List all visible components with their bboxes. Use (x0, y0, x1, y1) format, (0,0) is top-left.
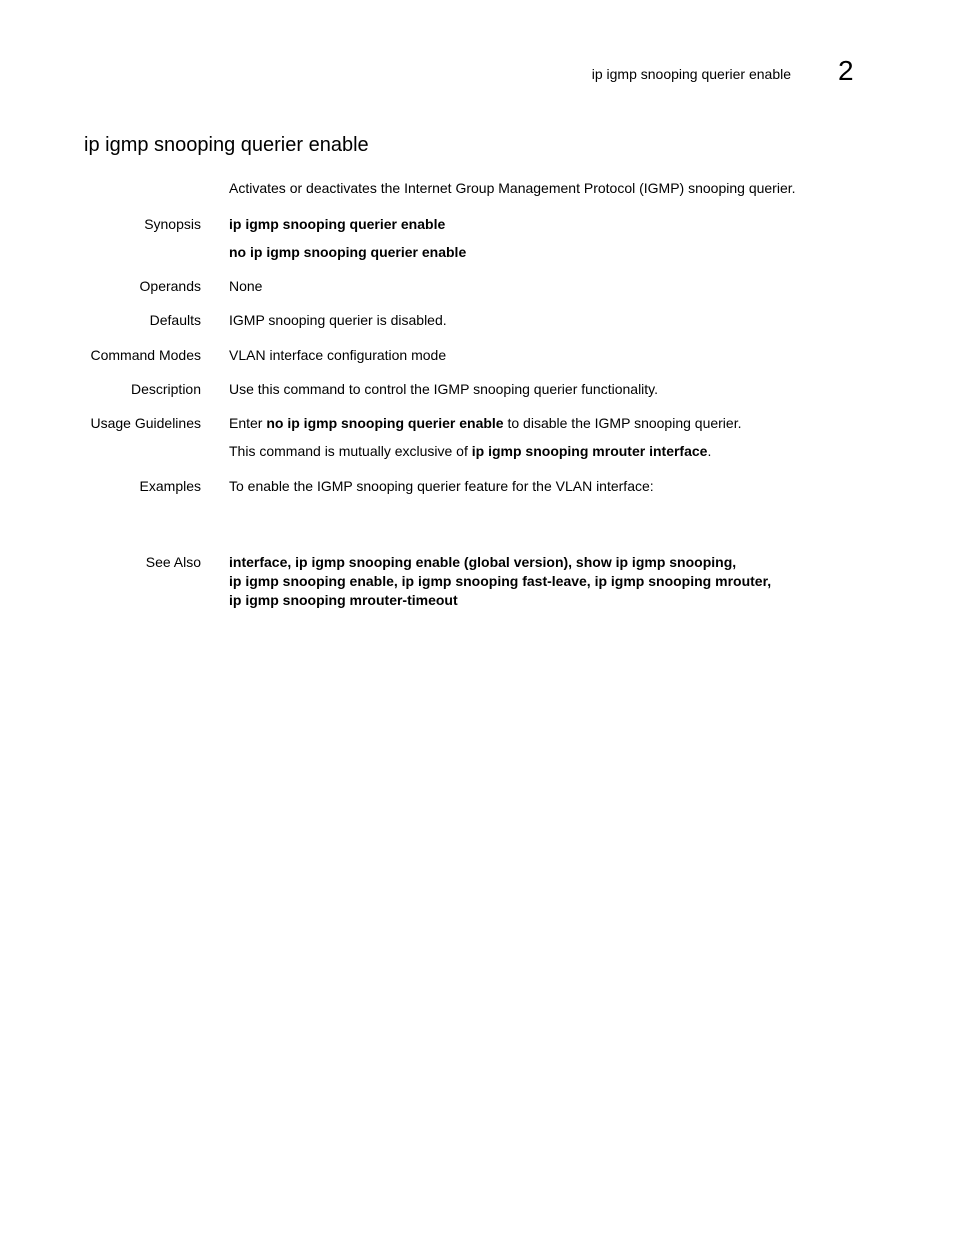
defaults-label: Defaults (149, 312, 201, 328)
running-title: ip igmp snooping querier enable (591, 66, 791, 82)
usage-line-1-post: to disable the IGMP snooping querier. (503, 415, 742, 431)
operands-text: None (229, 278, 263, 294)
see-also-line-1: interface, ip igmp snooping enable (global version), show ip igmp snooping, (229, 554, 737, 570)
usage-line-1-command: no ip igmp snooping querier enable (266, 415, 504, 431)
see-also-line-2: ip igmp snooping enable, ip igmp snooping fast-leave, ip igmp snooping mrouter, (229, 573, 772, 589)
usage-line-1-pre: Enter (229, 415, 267, 431)
usage-line-2-pre: This command is mutually exclusive of (229, 443, 472, 459)
section-intro: Activates or deactivates the Internet Group Management Protocol (IGMP) snooping querier. (229, 180, 796, 196)
command-modes-text: VLAN interface configuration mode (229, 347, 447, 363)
defaults-text: IGMP snooping querier is disabled. (229, 312, 447, 328)
synopsis-line-1: ip igmp snooping querier enable (229, 216, 446, 232)
see-also-list (229, 553, 771, 610)
usage-line-2-post: . (707, 443, 712, 459)
synopsis-line-2: no ip igmp snooping querier enable (229, 244, 467, 260)
usage-guidelines-line-1 (229, 415, 741, 431)
usage-guidelines-line-2 (229, 443, 711, 459)
synopsis-label: Synopsis (144, 216, 201, 232)
usage-line-2-command: ip igmp snooping mrouter interface (471, 443, 708, 459)
examples-label: Examples (139, 478, 201, 494)
operands-label: Operands (139, 278, 201, 294)
command-modes-label: Command Modes (90, 347, 201, 363)
chapter-number: 2 (838, 55, 854, 86)
see-also-label: See Also (145, 554, 201, 570)
section-title: ip igmp snooping querier enable (84, 134, 369, 156)
examples-text: To enable the IGMP snooping querier feature for the VLAN interface: (229, 478, 654, 494)
description-text: Use this command to control the IGMP snooping querier functionality. (229, 381, 659, 397)
usage-guidelines-label: Usage Guidelines (90, 415, 201, 431)
description-label: Description (130, 381, 201, 397)
see-also-line-3: ip igmp snooping mrouter-timeout (229, 592, 458, 608)
